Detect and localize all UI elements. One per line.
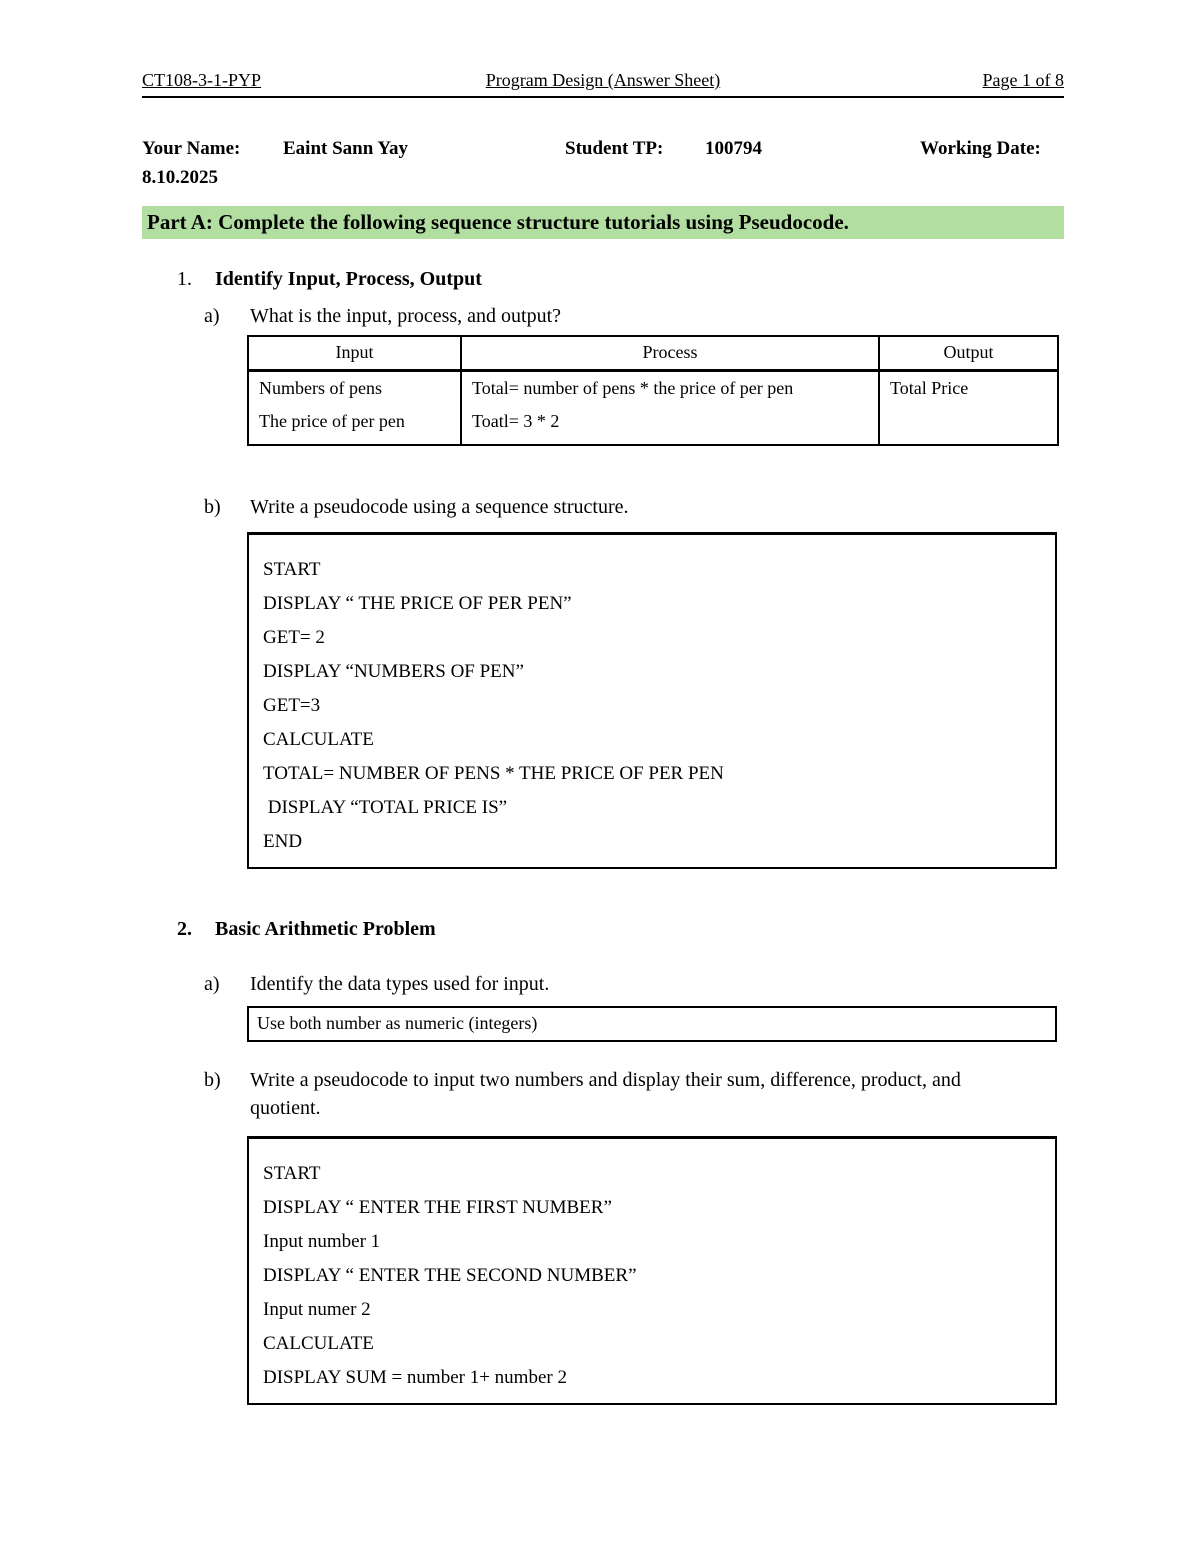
question-2-number: 2. <box>177 917 192 940</box>
identity-block <box>142 138 1064 200</box>
pseudocode-box-q2: START DISPLAY “ ENTER THE FIRST NUMBER” Input number 1 DISPLAY “ ENTER THE SECOND NUMBER” Input numer 2 CALCULATE DISPLAY SUM = number 1+ number 2 <box>247 1136 1057 1405</box>
working-date-value: 8.10.2025 <box>142 167 218 188</box>
question-1b-text: Write a pseudocode using a sequence structure. <box>250 495 629 518</box>
ipo-cell-input: Numbers of pens The price of per pen <box>248 370 461 445</box>
name-label: Your Name: <box>142 138 241 159</box>
ipo-header-input: Input <box>248 336 461 370</box>
question-1-title: Identify Input, Process, Output <box>215 268 482 290</box>
question-1a-label: a) <box>204 305 220 327</box>
header-page-indicator: Page 1 of 8 <box>982 70 1064 90</box>
answer-box-q2a: Use both number as numeric (integers) <box>247 1006 1057 1042</box>
student-tp-value: 100794 <box>705 138 762 159</box>
question-2a-text: Identify the data types used for input. <box>250 972 550 995</box>
question-1-heading <box>142 265 1064 293</box>
question-1-number: 1. <box>177 268 192 290</box>
question-2a <box>142 971 1064 997</box>
question-2b <box>142 1066 1064 1122</box>
question-1a-text: What is the input, process, and output? <box>250 305 562 327</box>
ipo-table <box>247 335 1059 446</box>
document-page <box>142 0 1064 1405</box>
question-1b-label: b) <box>204 495 221 518</box>
question-2b-text: Write a pseudocode to input two numbers and display their sum, difference, product, and quotient. <box>250 1068 961 1119</box>
question-2-heading <box>142 915 1064 943</box>
header-course-code: CT108-3-1-PYP <box>142 70 262 90</box>
part-a-banner: Part A: Complete the following sequence structure tutorials using Pseudocode. <box>142 206 1064 239</box>
ipo-table-body-row <box>248 370 1058 445</box>
question-2a-label: a) <box>204 972 220 995</box>
name-value: Eaint Sann Yay <box>283 138 408 159</box>
ipo-cell-output: Total Price <box>879 370 1058 445</box>
ipo-cell-process: Total= number of pens * the price of per pen Toatl= 3 * 2 <box>461 370 879 445</box>
ipo-header-output: Output <box>879 336 1058 370</box>
question-1b <box>142 494 1064 520</box>
question-2b-label: b) <box>204 1068 221 1091</box>
question-1a <box>142 303 1064 329</box>
ipo-table-header-row <box>248 336 1058 370</box>
question-2-title: Basic Arithmetic Problem <box>215 917 436 940</box>
pseudocode-box-q1: START DISPLAY “ THE PRICE OF PER PEN” GET= 2 DISPLAY “NUMBERS OF PEN” GET=3 CALCULATE TOTAL= NUMBER OF PENS * THE PRICE OF PER PEN DISPLAY “TOTAL PRICE IS” END <box>247 532 1057 869</box>
working-date-label: Working Date: <box>920 138 1041 159</box>
page-header <box>142 70 1064 98</box>
student-tp-label: Student TP: <box>565 138 664 159</box>
ipo-header-process: Process <box>461 336 879 370</box>
header-doc-title: Program Design (Answer Sheet) <box>485 70 721 90</box>
